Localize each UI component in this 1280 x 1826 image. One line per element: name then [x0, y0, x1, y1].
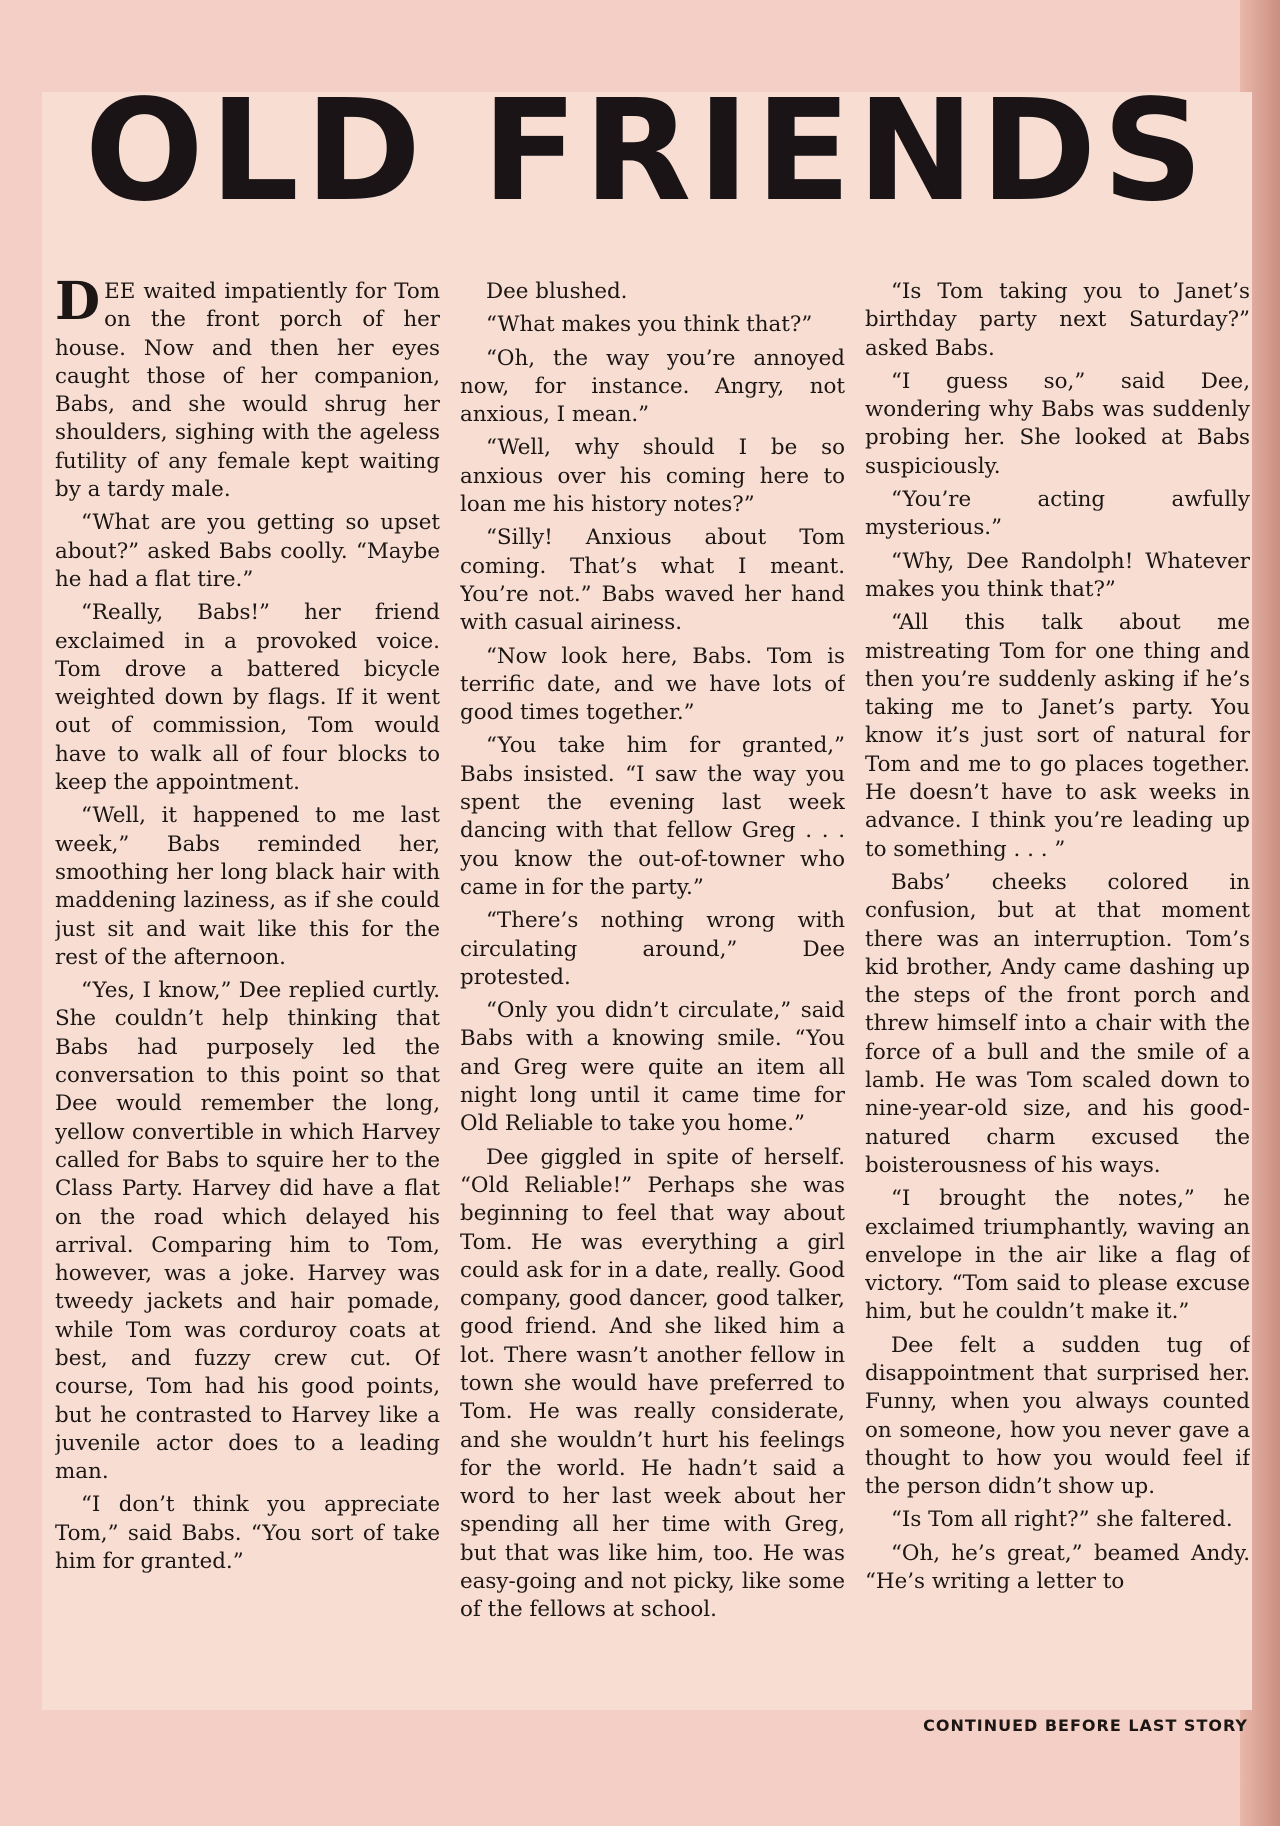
paragraph: “Silly! Anxious about Tom coming. That’s what I meant. You’re not.” Babs waved her hand with casual airiness.: [460, 525, 845, 636]
paragraph: Dee giggled in spite of herself. “Old Reliable!” Perhaps she was beginning to feel that way about Tom. He was everything a girl could ask for in a date, really. Good company, good dancer, good talker, good friend. And she liked him a lot. There wasn’t another fellow in town she would have preferred to Tom. He was really considerate, and she wouldn’t hurt his feelings for the world. He hadn’t said a word to her last week about her spending all her time with Greg, but that was like him, too. He was easy-going and not picky, like some of the fellows at school.: [460, 1144, 845, 1623]
paragraph: “What makes you think that?”: [486, 312, 813, 338]
paragraph: “Well, it happened to me last week,” Babs reminded her, smoothing her long black hair with maddening laziness, as if she could just sit and wait like this for the rest of the afternoon.: [55, 803, 440, 970]
paragraph: “Oh, the way you’re annoyed now, for instance. Angry, not anxious, I mean.”: [460, 345, 845, 428]
paragraph: “You take him for granted,” Babs insisted. “I saw the way you spent the evening last week dancing with that fellow Greg . . . you know the out-of-towner who came in for the party.”: [460, 733, 845, 900]
paragraph: “You’re acting awfully mysterious.”: [865, 487, 1250, 541]
paragraph: “I don’t think you appreciate Tom,” said Babs. “You sort of take him for granted.”: [55, 1492, 440, 1575]
paragraph: “Well, why should I be so anxious over his coming here to loan me his history notes?”: [460, 435, 845, 518]
story-title: OLD FRIENDS: [84, 70, 1210, 233]
paragraph: “Why, Dee Randolph! Whatever makes you think that?”: [865, 548, 1250, 602]
paragraph: “There’s nothing wrong with circulating around,” Dee protested.: [460, 908, 845, 990]
paragraph: “Is Tom all right?” she faltered.: [891, 1507, 1233, 1533]
continued-note: CONTINUED BEFORE LAST STORY: [923, 1716, 1248, 1735]
paragraph: “Now look here, Babs. Tom is terrific date, and we have lots of good times together.”: [460, 643, 845, 726]
paragraph: Dee blushed.: [486, 279, 628, 304]
paragraph: “I guess so,” said Dee, wondering why Babs was suddenly probing her. She looked at Babs suspiciously.: [865, 368, 1250, 479]
text-column-2: [460, 278, 845, 1698]
paragraph: [55, 278, 440, 504]
paragraph: Babs’ cheeks colored in confusion, but at that moment there was an interruption. Tom’s kid brother, Andy came dashing up the steps of the front porch and threw himself into a chair with the force of a bull and the smile of a lamb. He was Tom scaled down to nine-year-old size, and his good-natured charm excused the boisterousness of his ways.: [865, 869, 1250, 1178]
paragraph: “Really, Babs!” her friend exclaimed in a provoked voice. Tom drove a battered bicycle weighted down by flags. If it went out of commission, Tom would have to walk all of four blocks to keep the appointment.: [55, 600, 440, 796]
paragraph: “What are you getting so upset about?” asked Babs coolly. “Maybe he had a flat tire.”: [55, 510, 440, 592]
paragraph-text: EE waited impatiently for Tom on the front porch of her house. Now and then her eyes caught those of her companion, Babs, and she would shrug her shoulders, sighing with the ageless futility of any female kept waiting by a tardy male.: [55, 279, 440, 503]
story-columns: [55, 278, 1250, 1698]
paragraph: “Oh, he’s great,” beamed Andy. “He’s writing a letter to: [865, 1540, 1250, 1595]
paragraph: “Only you didn’t circulate,” said Babs with a knowing smile. “You and Greg were quite an item all night long until it came time for Old Reliable to take you home.”: [460, 998, 845, 1137]
paragraph: “All this talk about me mistreating Tom for one thing and then you’re suddenly asking if he’s taking me to Janet’s party. You know it’s just sort of natural for Tom and me to go places together. He doesn’t have to ask weeks in advance. I think you’re leading up to something . . . ”: [865, 610, 1250, 862]
paragraph: Dee felt a sudden tug of disappointment that surprised her. Funny, when you always counted on someone, how you never gave a thought to how you would feel if the person didn’t show up.: [865, 1332, 1250, 1500]
drop-cap: D: [55, 278, 101, 332]
text-column-3: [865, 278, 1250, 1698]
text-column-1: [55, 278, 440, 1698]
paragraph: “Yes, I know,” Dee replied curtly. She couldn’t help thinking that Babs had purposely led the conversation to this point so that Dee would remember the long, yellow convertible in which Harvey called for Babs to squire her to the Class Party. Harvey did have a flat on the road which delayed his arrival. Comparing him to Tom, however, was a joke. Harvey was tweedy jackets and hair pomade, while Tom was corduroy coats at best, and fuzzy crew cut. Of course, Tom had his good points, but he contrasted to Harvey like a juvenile actor does to a leading man.: [55, 978, 440, 1485]
paragraph: “I brought the notes,” he exclaimed triumphantly, waving an envelope in the air like a flag of victory. “Tom said to please excuse him, but he couldn’t make it.”: [865, 1186, 1250, 1325]
paragraph: “Is Tom taking you to Janet’s birthday party next Saturday?” asked Babs.: [865, 279, 1250, 361]
